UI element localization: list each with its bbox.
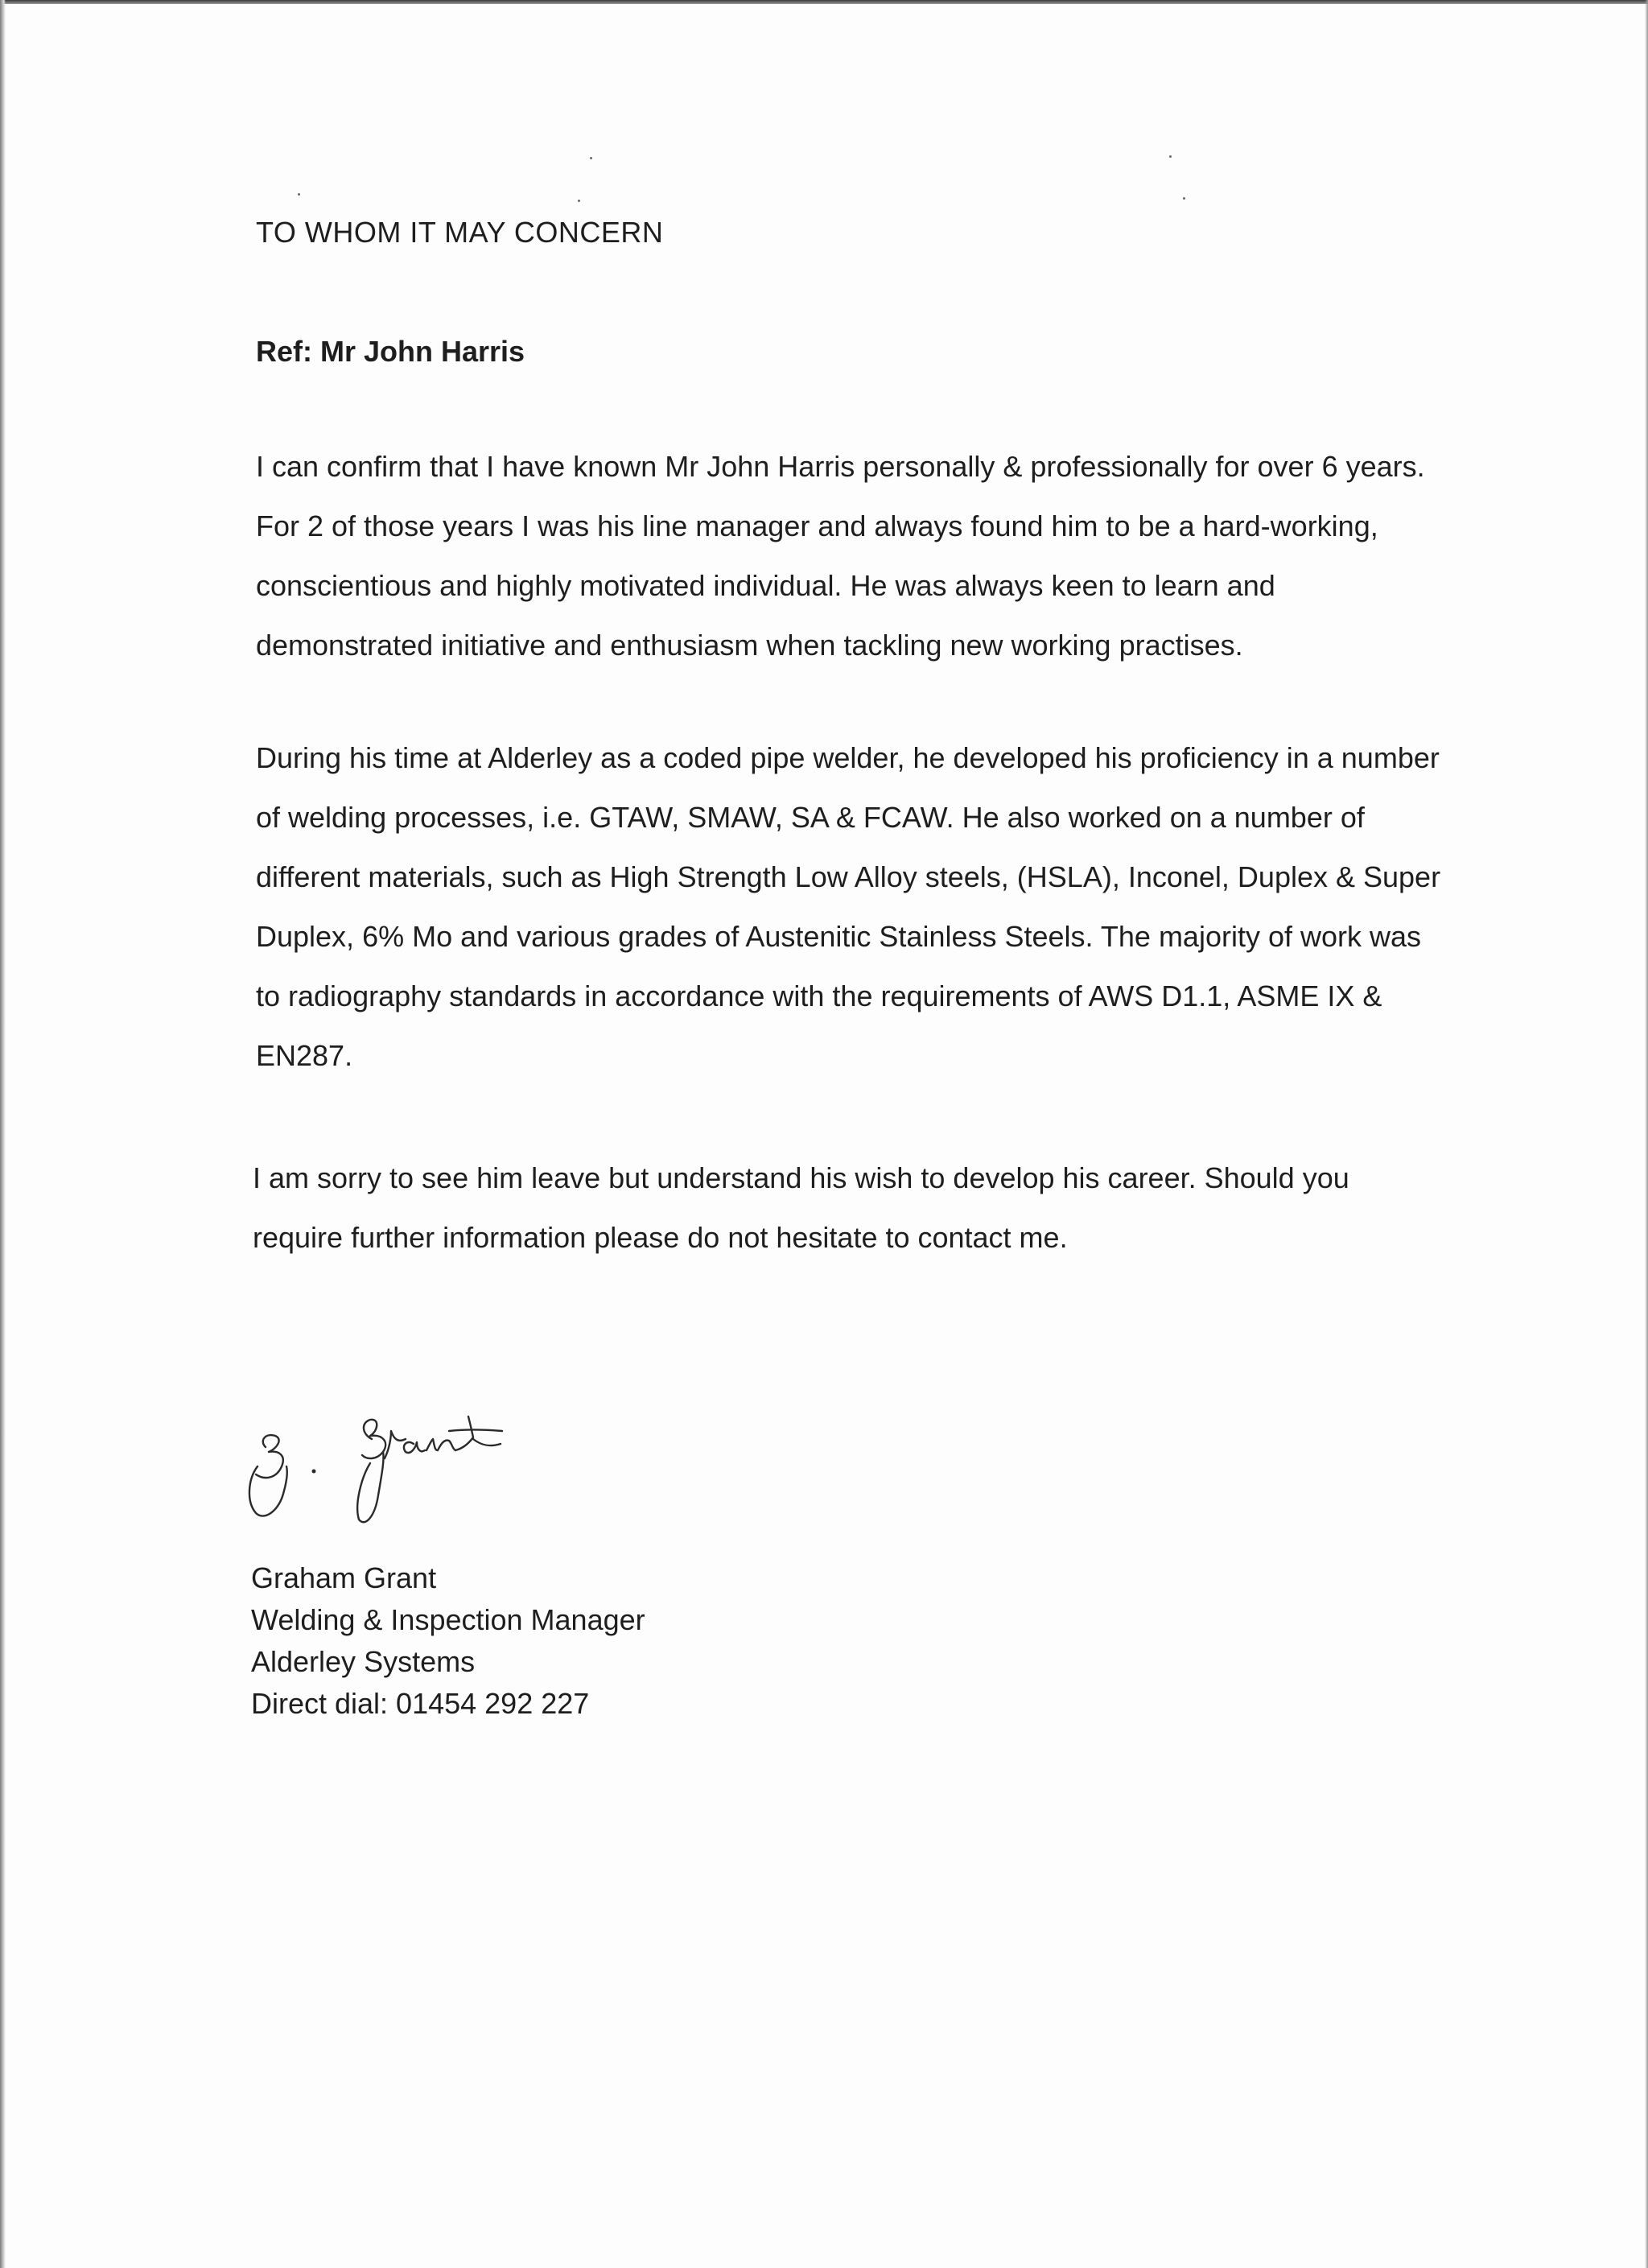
signatory-block — [251, 1557, 645, 1725]
paragraph-line: to radiography standards in accordance with the requirements of AWS D1.1, ASME IX & — [256, 979, 1382, 1012]
scan-speck — [1183, 197, 1185, 200]
signatory-name: Graham Grant — [251, 1561, 437, 1594]
paragraph-line: I can confirm that I have known Mr John Harris personally & professionally for over 6 years. — [256, 450, 1425, 483]
scan-speck — [298, 193, 300, 196]
paragraph-line: For 2 of those years I was his line manager and always found him to be a hard-working, — [256, 509, 1378, 542]
paragraph-2 — [256, 728, 1440, 1086]
scan-edge-right — [1645, 0, 1648, 2268]
paragraph-line: demonstrated initiative and enthusiasm when tackling new working practises. — [256, 629, 1243, 662]
reference-line: Ref: Mr John Harris — [256, 335, 525, 368]
paragraph-3 — [253, 1148, 1349, 1268]
scan-speck — [578, 200, 580, 202]
paragraph-line: Duplex, 6% Mo and various grades of Austenitic Stainless Steels. The majority of work was — [256, 920, 1422, 953]
salutation: TO WHOM IT MAY CONCERN — [256, 216, 664, 249]
paragraph-line: of welding processes, i.e. GTAW, SMAW, SA & FCAW. He also worked on a number of — [256, 801, 1365, 834]
paragraph-line: During his time at Alderley as a coded pipe welder, he developed his proficiency in a number — [256, 741, 1440, 774]
paragraph-line: require further information please do not hesitate to contact me. — [253, 1221, 1068, 1254]
scan-speck — [1169, 155, 1172, 158]
signatory-title: Welding & Inspection Manager — [251, 1603, 645, 1636]
scan-speck — [590, 157, 592, 159]
paragraph-line: EN287. — [256, 1039, 353, 1072]
signatory-company: Alderley Systems — [251, 1645, 476, 1678]
paragraph-line: different materials, such as High Strength Low Alloy steels, (HSLA), Inconel, Duplex & Super — [256, 860, 1441, 893]
scan-edge-top — [0, 0, 1648, 4]
handwritten-signature — [241, 1399, 507, 1532]
scan-edge-left — [0, 0, 6, 2268]
paragraph-line: I am sorry to see him leave but understand his wish to develop his career. Should you — [253, 1161, 1349, 1194]
paragraph-1 — [256, 437, 1425, 675]
paragraph-line: conscientious and highly motivated individual. He was always keen to learn and — [256, 569, 1275, 602]
signatory-phone: Direct dial: 01454 292 227 — [251, 1687, 590, 1720]
